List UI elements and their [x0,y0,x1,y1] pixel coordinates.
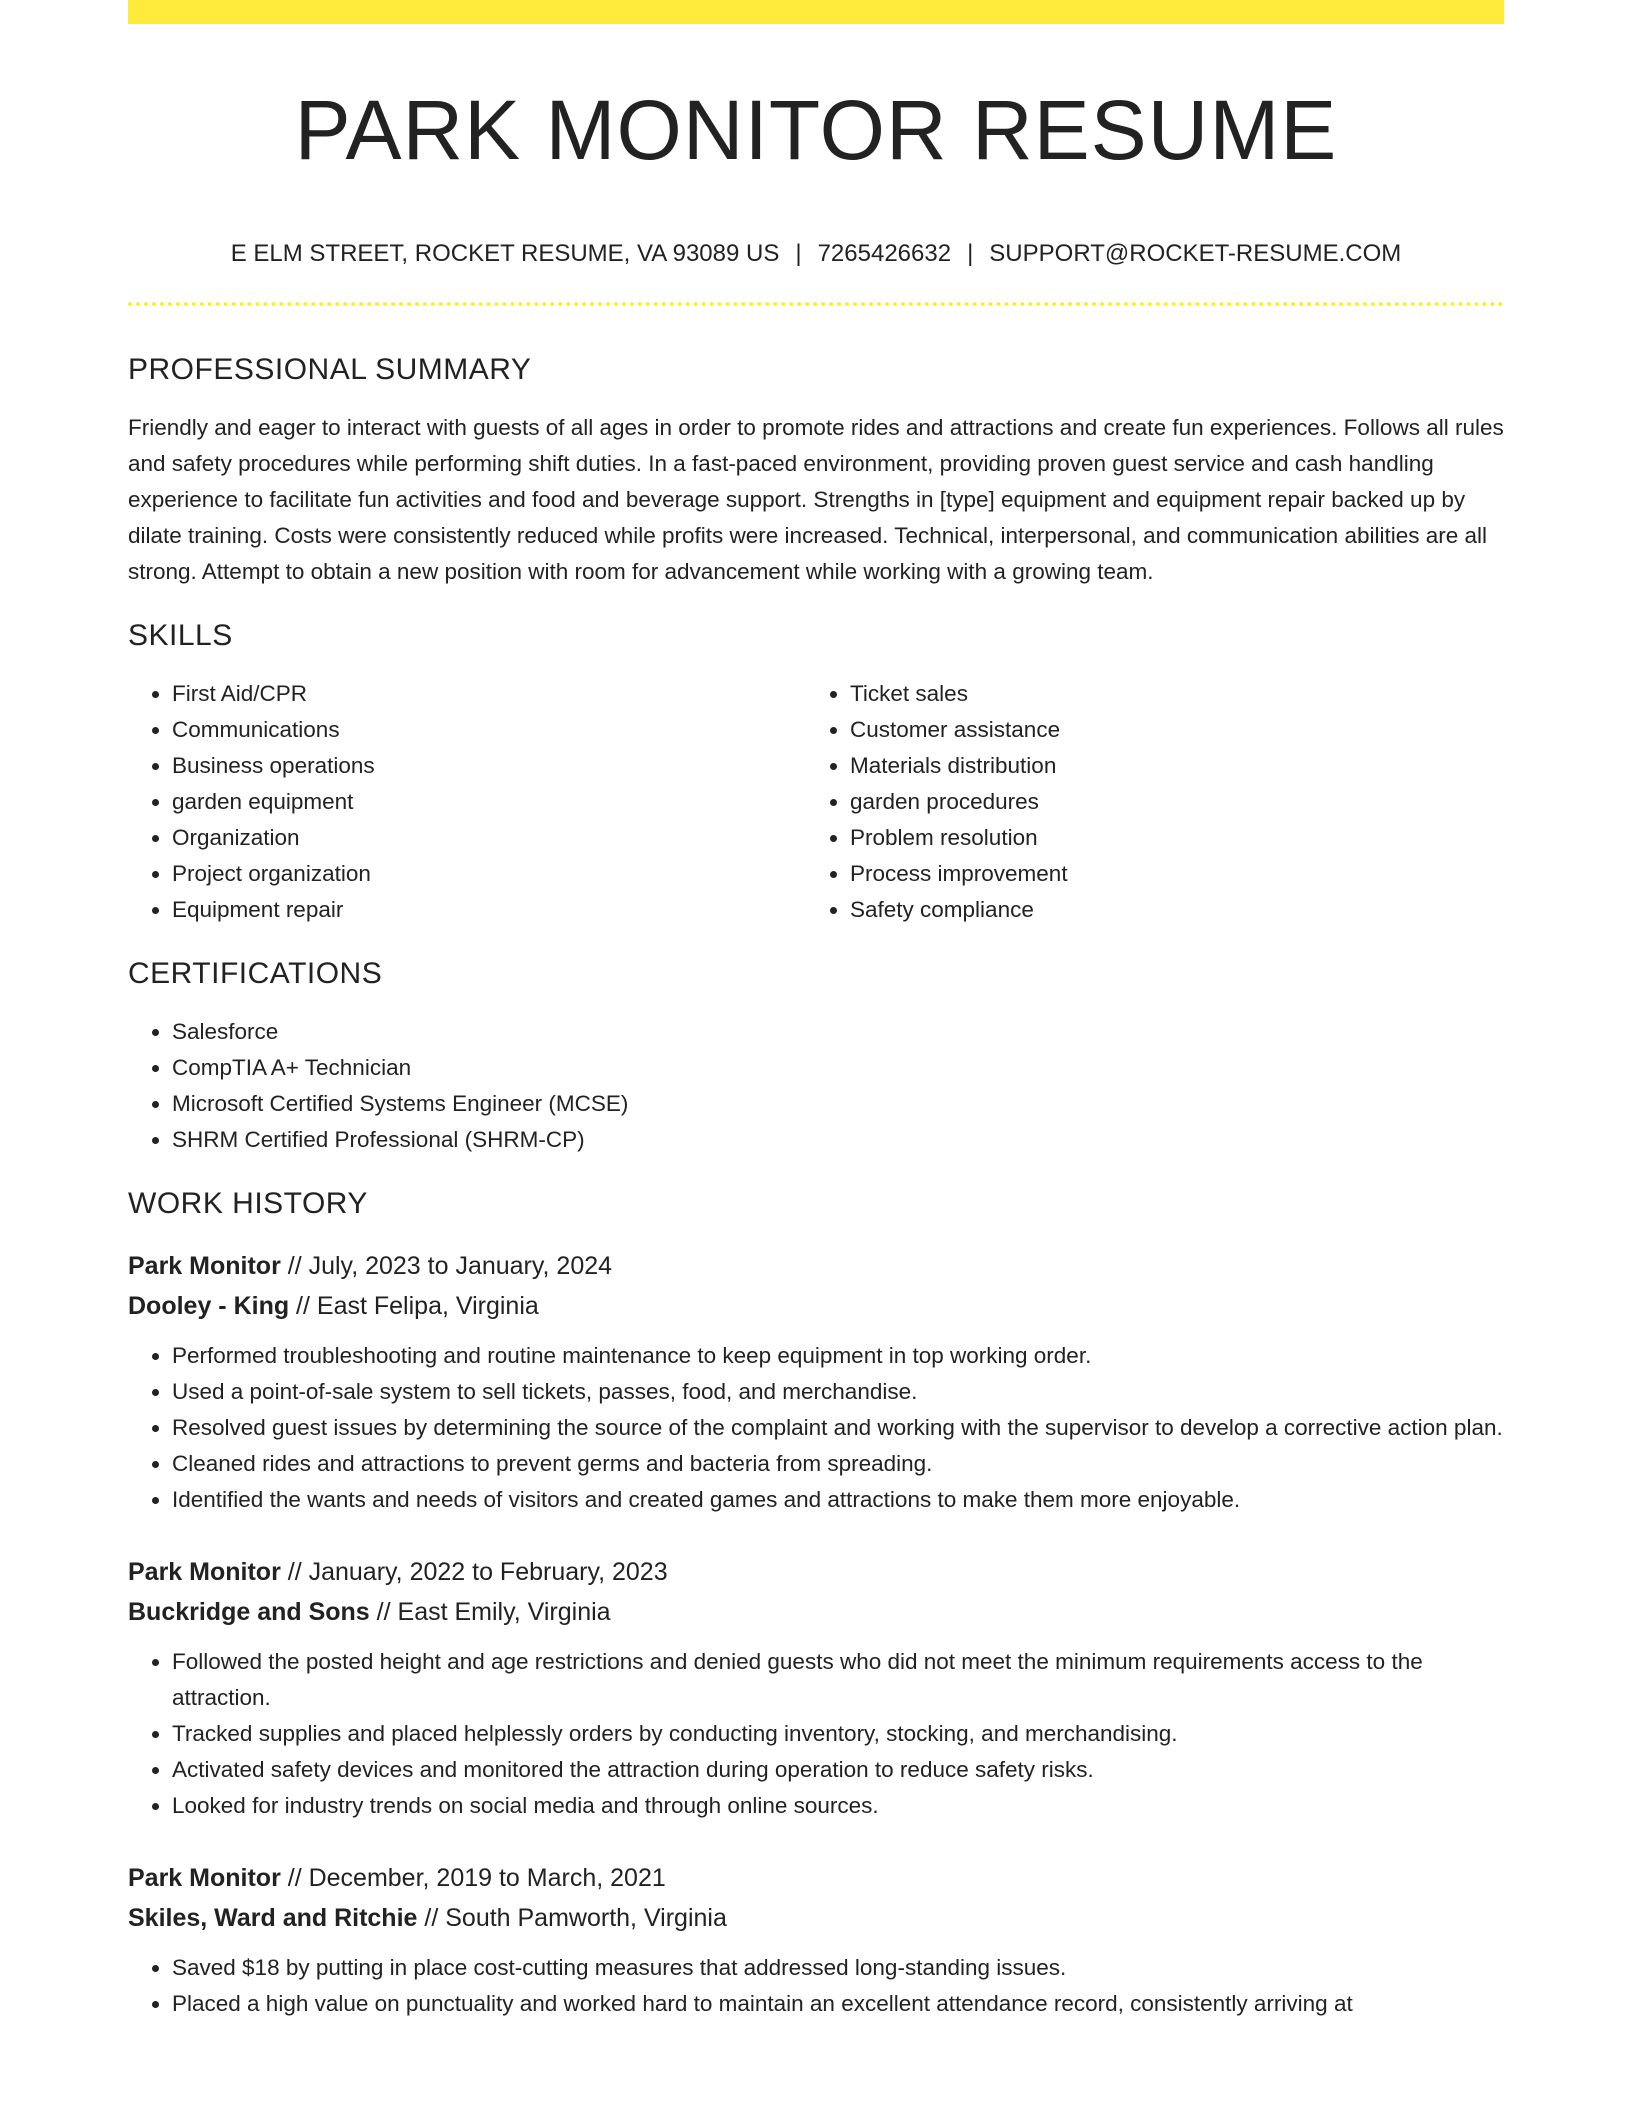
skill-item: • garden equipment [172,784,806,820]
job-delimiter: // [369,1598,398,1626]
contact-separator: | [967,240,974,267]
job-delimiter: // [280,1864,309,1892]
job-location: East Emily, Virginia [397,1598,611,1626]
job-dates: December, 2019 to March, 2021 [308,1864,666,1892]
skill-item: • Ticket sales [850,676,1484,712]
job-delimiter: // [280,1252,309,1280]
job-location: South Pamworth, Virginia [445,1904,727,1932]
skill-item: • Communications [172,712,806,748]
skill-item: • Business operations [172,748,806,784]
resume-page [128,0,1504,2022]
summary-text: Friendly and eager to interact with guests of all ages in order to promote rides and attractions and create fun experiences. Follows all rules and safety procedures while performing shift duties. In a fast-paced environment, providing proven guest service and cash handling experience to facilitate fun activities and food and beverage support. Strengths in [type] equipment and equipment repair backed up by dilate training. Costs were consistently reduced while profits were increased. Technical, interpersonal, and communication abilities are all strong. Attempt to obtain a new position with room for advancement while working with a growing team. [128,415,1504,584]
certification-item: • Salesforce [172,1014,1504,1050]
job-dates: July, 2023 to January, 2024 [308,1252,613,1280]
certifications-heading: CERTIFICATIONS [128,957,383,990]
job-duty: • Tracked supplies and placed helplessly orders by conducting inventory, stocking, and merchandising. [172,1716,1504,1752]
skill-item: • Customer assistance [850,712,1484,748]
job-location: East Felipa, Virginia [316,1292,539,1320]
skill-item: • Problem resolution [850,820,1484,856]
certifications-list [128,1014,1504,1158]
job-duties-list [128,1644,1504,1824]
job-entry [128,1858,1504,2022]
job-duties-list [128,1950,1504,2022]
accent-bar [128,0,1504,24]
job-company: Buckridge and Sons [128,1598,370,1626]
dotted-divider [128,302,1504,306]
job-role: Park Monitor [128,1864,281,1892]
skill-item: • Process improvement [850,856,1484,892]
job-entry [128,1552,1504,1824]
skill-item: • Project organization [172,856,806,892]
skills-heading: SKILLS [128,619,233,652]
certification-item: • SHRM Certified Professional (SHRM-CP) [172,1122,1504,1158]
job-role-line [128,1246,1504,1286]
job-entry [128,1246,1504,1518]
summary-heading: PROFESSIONAL SUMMARY [128,353,532,386]
job-delimiter: // [289,1292,317,1320]
job-company: Dooley - King [128,1292,290,1320]
job-delimiter: // [417,1904,446,1932]
contact-email: SUPPORT@ROCKET-RESUME.COM [989,240,1402,267]
job-company-line [128,1286,1504,1326]
skills-left-list [128,676,806,928]
contact-line [128,238,1504,270]
job-duty: • Activated safety devices and monitored the attraction during operation to reduce safety risks. [172,1752,1504,1788]
job-duties-list [128,1338,1504,1518]
contact-address: E ELM STREET, ROCKET RESUME, VA 93089 US [230,240,780,267]
job-delimiter: // [280,1558,309,1586]
job-duty: • Used a point-of-sale system to sell tickets, passes, food, and merchandise. [172,1374,1504,1410]
skill-item: • Materials distribution [850,748,1484,784]
job-dates: January, 2022 to February, 2023 [308,1558,668,1586]
certification-item: • Microsoft Certified Systems Engineer (MCSE) [172,1086,1504,1122]
certification-item: • CompTIA A+ Technician [172,1050,1504,1086]
job-duty: • Looked for industry trends on social media and through online sources. [172,1788,1504,1824]
job-role: Park Monitor [128,1558,281,1586]
job-role: Park Monitor [128,1252,281,1280]
contact-separator: | [795,240,802,267]
job-role-line [128,1858,1504,1898]
job-role-line [128,1552,1504,1592]
skills-columns [128,676,1504,928]
job-duty: • Resolved guest issues by determining the source of the complaint and working with the supervisor to develop a corrective action plan. [172,1410,1504,1446]
skill-item: • Organization [172,820,806,856]
job-company-line [128,1592,1504,1632]
skill-item: • garden procedures [850,784,1484,820]
skill-item: • Safety compliance [850,892,1484,928]
job-duty: • Followed the posted height and age restrictions and denied guests who did not meet the minimum requirements access to the attraction. [172,1644,1504,1716]
job-duty: • Cleaned rides and attractions to prevent germs and bacteria from spreading. [172,1446,1504,1482]
job-duty: • Identified the wants and needs of visitors and created games and attractions to make them more enjoyable. [172,1482,1504,1518]
skill-item: • First Aid/CPR [172,676,806,712]
skill-item: • Equipment repair [172,892,806,928]
resume-title: PARK MONITOR RESUME [294,83,1338,177]
skills-right-list [806,676,1484,928]
contact-phone: 7265426632 [817,240,952,267]
job-duty: • Saved $18 by putting in place cost-cutting measures that addressed long-standing issues. [172,1950,1504,1986]
job-company: Skiles, Ward and Ritchie [128,1904,418,1932]
work-history-heading: WORK HISTORY [128,1187,368,1220]
job-duty: • Placed a high value on punctuality and worked hard to maintain an excellent attendance record, consistently arriving at [172,1986,1504,2022]
job-company-line [128,1898,1504,1938]
job-duty: • Performed troubleshooting and routine maintenance to keep equipment in top working order. [172,1338,1504,1374]
